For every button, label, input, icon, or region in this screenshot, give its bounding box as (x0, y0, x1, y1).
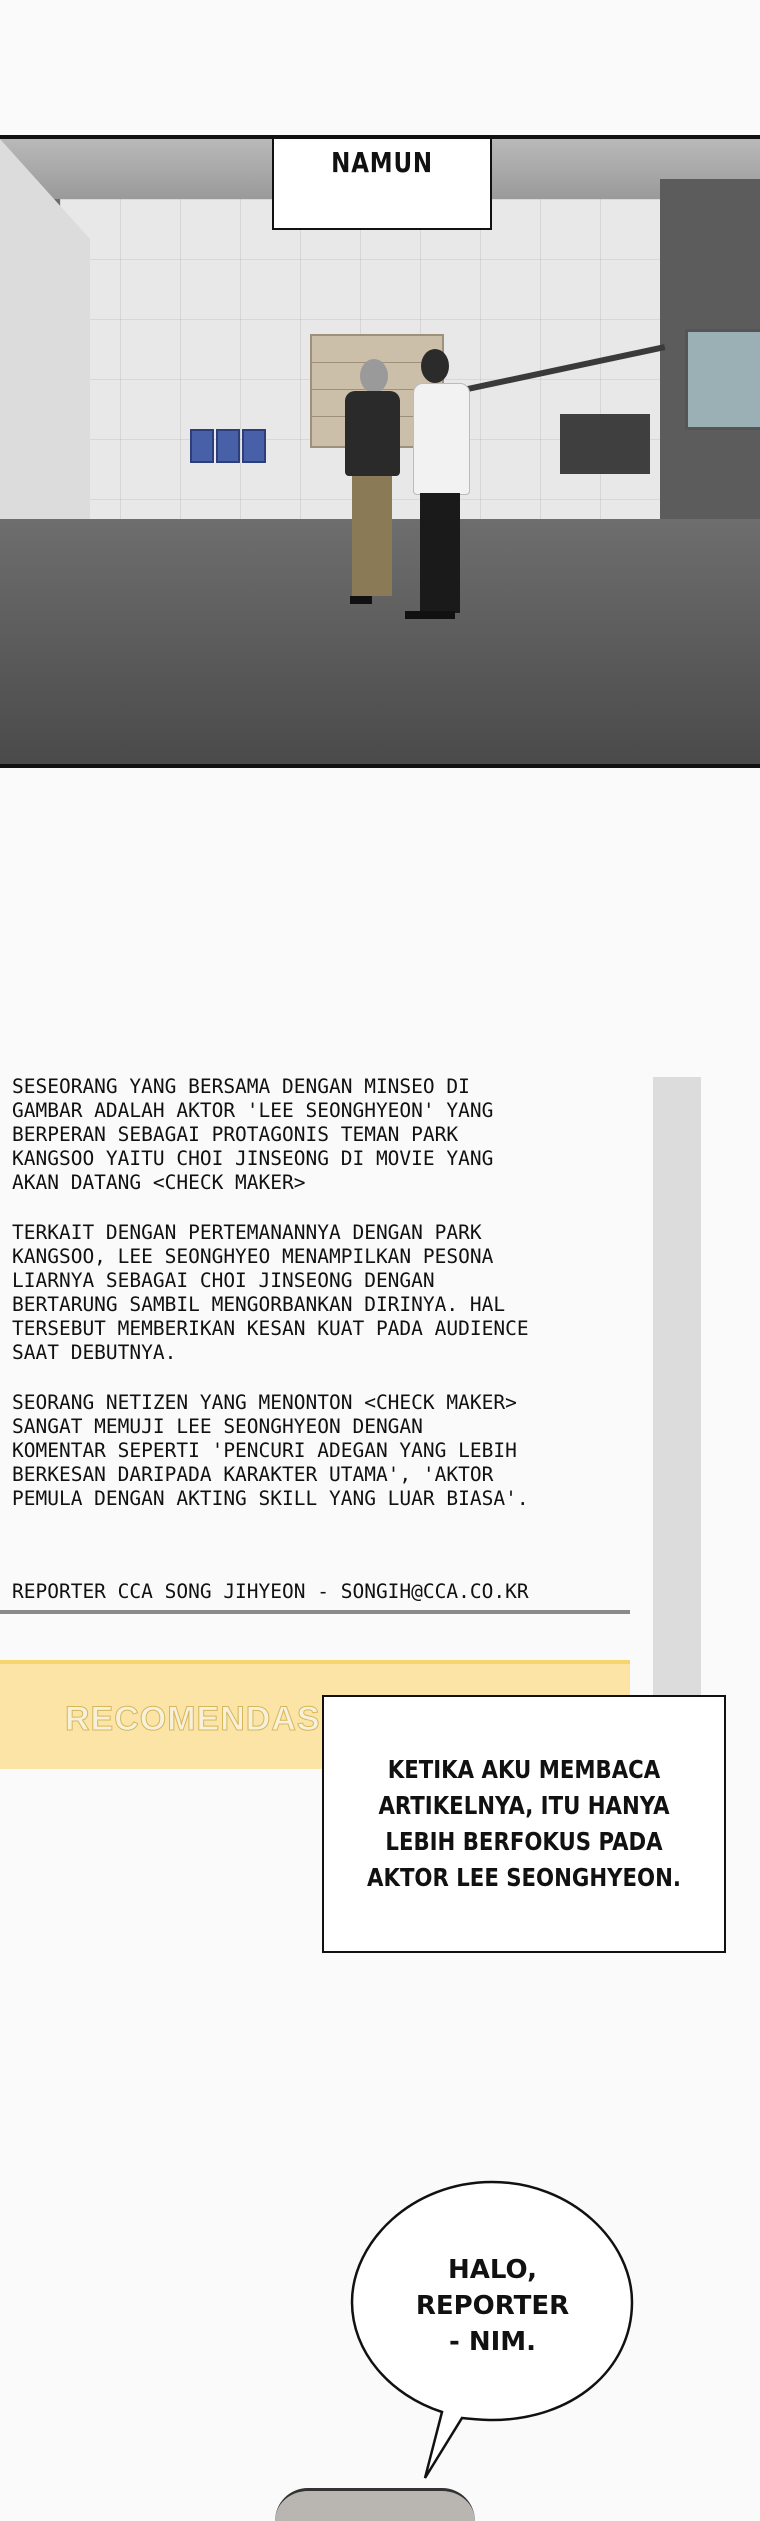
speech-bubble (350, 2180, 635, 2460)
scrollbar-track[interactable] (653, 1077, 701, 1717)
studio-scene-panel (0, 135, 760, 768)
man-figure (395, 349, 475, 768)
caption-box (272, 135, 492, 230)
news-article (0, 1075, 650, 1625)
recommendation-label: RECOMENDAS (65, 1700, 321, 1738)
folding-chairs (190, 424, 270, 464)
speech-bubble-text: HALO, REPORTER - NIM. (415, 2255, 570, 2357)
article-paragraph-1: SESEORANG YANG BERSAMA DENGAN MINSEO DI GAMBAR ADALAH AKTOR 'LEE SEONGHYEON' YANG BERPERAN SEBAGAI PROTAGONIS TEMAN PARK KANGSOO YAITU CHOI JINSEONG DI MOVIE YANG AKAN DATANG <CHECK MAKER> (12, 1075, 494, 1194)
narration-text: KETIKA AKU MEMBACA ARTIKELNYA, ITU HANYA LEBIH BERFOKUS PADA AKTOR LEE SEONGHYEON. (367, 1755, 681, 1892)
studio-monitor (685, 329, 760, 430)
caption-text: NAMUN (331, 145, 433, 179)
article-reporter-credit: REPORTER CCA SONG JIHYEON - SONGIH@CCA.CO.KR (12, 1580, 529, 1603)
woman-figure (340, 359, 400, 768)
narration-box (322, 1695, 726, 1953)
article-divider (0, 1610, 630, 1614)
article-paragraph-2: TERKAIT DENGAN PERTEMANANNYA DENGAN PARK KANGSOO, LEE SEONGHYEO MENAMPILKAN PESONA LIARNYA SEBAGAI CHOI JINSEONG DENGAN BERTARUNG SAMBIL MENGORBANKAN DIRINYA. HAL TERSEBUT MEMBERIKAN KESAN KUAT PADA AUDIENCE SAAT DEBUTNYA. (12, 1221, 529, 1364)
character-head-partial (275, 2488, 475, 2521)
article-paragraph-3: SEORANG NETIZEN YANG MENONTON <CHECK MAKER> SANGAT MEMUJI LEE SEONGHYEON DENGAN KOMENTAR SEPERTI 'PENCURI ADEGAN YANG LEBIH BERKESAN DARIPADA KARAKTER UTAMA', 'AKTOR PEMULA DENGAN AKTING SKILL YANG LUAR BIASA'. (12, 1391, 529, 1510)
